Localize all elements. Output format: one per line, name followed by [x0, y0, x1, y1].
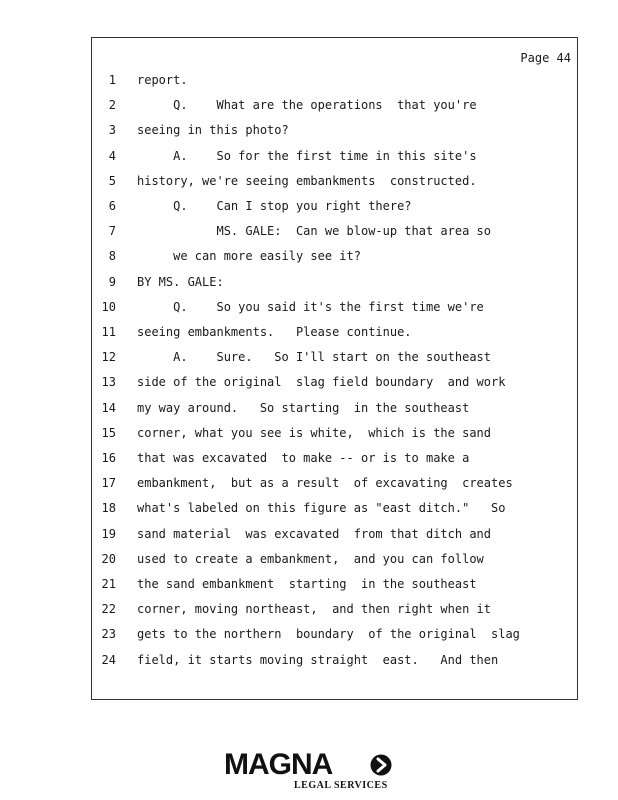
transcript-line [0, 500, 618, 516]
line-text: corner, moving northeast, and then right when it [137, 602, 492, 617]
line-text: Q. Can I stop you right there? [137, 199, 412, 213]
line-text: embankment, but as a result of excavating creates [137, 476, 513, 491]
logo-subtitle: LEGAL SERVICES [294, 780, 388, 791]
line-text: MS. GALE: Can we blow-up that area so [137, 224, 492, 239]
line-text: my way around. So starting in the southeast [137, 400, 470, 415]
line-text: corner, what you see is white, which is the sand [137, 425, 492, 440]
line-text: we can more easily see it? [137, 249, 361, 264]
transcript-line [0, 299, 618, 315]
transcript-line [0, 450, 618, 466]
line-number: 12 [101, 350, 116, 365]
transcript-line [0, 97, 618, 113]
transcript-line [0, 425, 618, 441]
transcript-line [0, 274, 618, 290]
line-text: report. [137, 73, 188, 87]
chevron-right-circle-icon [370, 754, 392, 776]
transcript-line [0, 526, 618, 542]
line-number: 18 [101, 501, 116, 516]
transcript-line [0, 374, 618, 390]
transcript-line [0, 148, 618, 164]
line-number: 6 [108, 199, 116, 213]
transcript-line [0, 652, 618, 668]
line-number: 19 [101, 526, 116, 541]
transcript-line [0, 601, 618, 617]
line-number: 5 [108, 173, 116, 188]
transcript-line [0, 198, 618, 214]
line-number: 1 [108, 73, 116, 87]
transcript-line [0, 173, 618, 189]
line-number: 16 [101, 451, 116, 465]
line-text: the sand embankment starting in the southeast [137, 577, 477, 591]
transcript-line [0, 551, 618, 567]
line-number: 9 [108, 274, 116, 289]
transcript-line [0, 122, 618, 138]
line-number: 21 [101, 577, 116, 591]
line-number: 11 [101, 325, 116, 339]
line-text: used to create a embankment, and you can follow [137, 551, 484, 566]
line-text: history, we're seeing embankments constructed. [137, 173, 477, 188]
line-number: 4 [108, 148, 116, 163]
line-text: Q. So you said it's the first time we're [137, 299, 484, 314]
transcript-line [0, 626, 618, 642]
transcript-line [0, 349, 618, 365]
line-number: 3 [108, 123, 116, 138]
line-text: gets to the northern boundary of the original slag [137, 627, 520, 642]
line-text: A. So for the first time in this site's [137, 148, 477, 163]
transcript-line [0, 72, 618, 88]
line-number: 8 [108, 249, 116, 264]
line-number: 15 [101, 425, 116, 440]
line-number: 13 [101, 375, 116, 390]
transcript-line [0, 324, 618, 340]
line-text: field, it starts moving straight east. And then [137, 652, 499, 667]
line-text: seeing embankments. Please continue. [137, 325, 412, 339]
transcript-line [0, 223, 618, 239]
line-number: 17 [101, 476, 116, 491]
line-text: what's labeled on this figure as "east ditch." So [137, 501, 506, 516]
line-number: 10 [101, 299, 116, 314]
line-number: 23 [101, 627, 116, 642]
line-text: that was excavated to make -- or is to make a [137, 451, 470, 465]
line-number: 20 [101, 551, 116, 566]
line-number: 22 [101, 602, 116, 617]
magna-logo [224, 748, 394, 792]
line-number: 7 [108, 224, 116, 239]
line-number: 2 [108, 98, 116, 113]
logo-wordmark: MAGNA [224, 748, 333, 781]
transcript-line [0, 576, 618, 592]
line-text: BY MS. GALE: [137, 274, 224, 289]
transcript-line [0, 248, 618, 264]
line-number: 14 [101, 400, 116, 415]
page-number-label: Page 44 [520, 51, 571, 65]
line-number: 24 [101, 652, 116, 667]
line-text: A. Sure. So I'll start on the southeast [137, 350, 492, 365]
line-text: sand material was excavated from that ditch and [137, 526, 492, 541]
line-text: side of the original slag field boundary and work [137, 375, 506, 390]
transcript-line [0, 400, 618, 416]
transcript-line [0, 475, 618, 491]
line-text: seeing in this photo? [137, 123, 289, 138]
line-text: Q. What are the operations that you're [137, 98, 477, 113]
